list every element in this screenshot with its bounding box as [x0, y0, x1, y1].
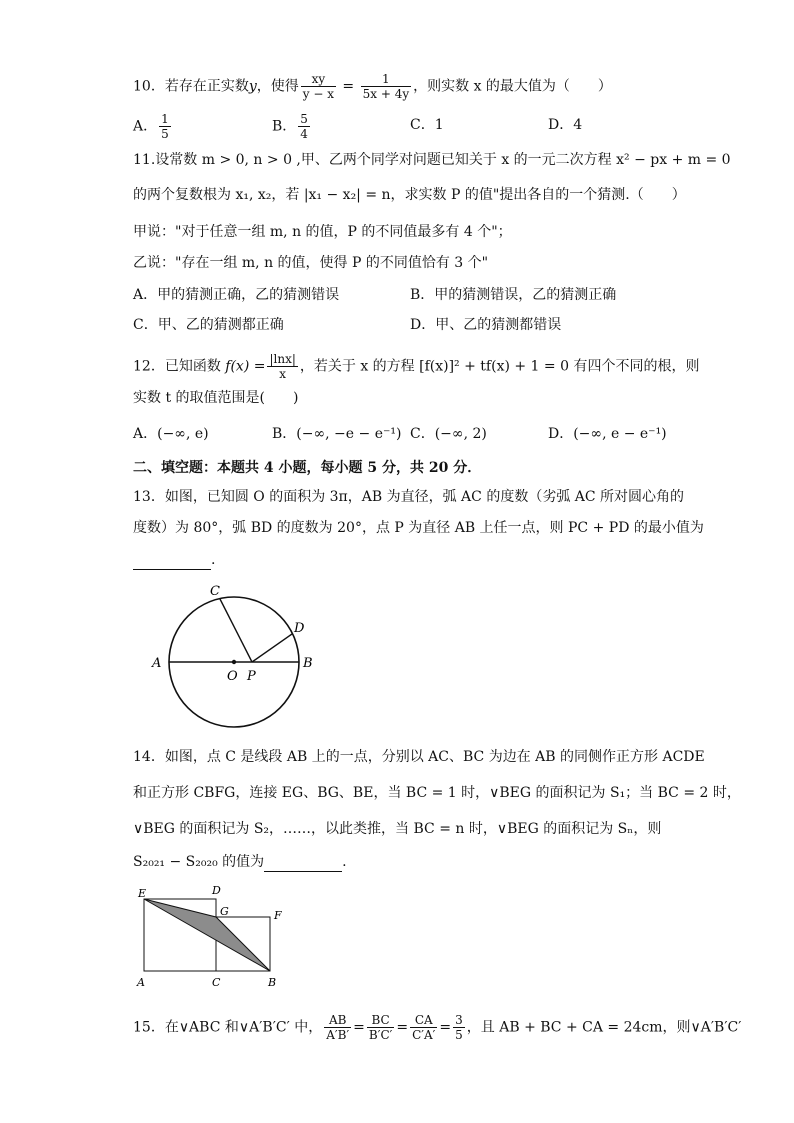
q11-option-d[interactable]: D．甲、乙的猜测都错误: [410, 317, 562, 333]
q12-line2: 实数 t 的取值范围是( ): [133, 390, 299, 406]
q10-option-d-text: 4: [573, 117, 583, 133]
q15-frac-ab-den: A′B′: [326, 1028, 350, 1042]
q15-frac-ca: [410, 1013, 437, 1042]
q13-label-c: C: [210, 584, 220, 599]
q15-frac-bc: [367, 1013, 394, 1042]
q11-option-c[interactable]: C．甲、乙的猜测都正确: [133, 317, 284, 333]
q14-line1: 14．如图，点 C 是线段 AB 上的一点，分别以 AC、BC 为边在 AB 的同侧作正方形 ACDE: [133, 749, 705, 765]
q15-frac-ratio-num: 3: [455, 1013, 463, 1027]
q10-option-a[interactable]: [133, 112, 173, 141]
q14-figure: [132, 882, 292, 990]
q12-option-c[interactable]: C．(−∞, 2): [410, 426, 487, 442]
q11-option-b[interactable]: B．甲的猜测错误，乙的猜测正确: [410, 287, 617, 303]
q13-segment-pc: [220, 599, 252, 662]
q12-suffix: ，若关于 x 的方程 [f(x)]² + tf(x) + 1 = 0 有四个不同的根，则: [299, 358, 700, 375]
q10-option-b-label: B．: [272, 118, 297, 135]
q10-frac1: [301, 72, 336, 101]
q13-label-b: B: [303, 656, 313, 671]
q12-frac: [267, 352, 297, 381]
q13-tail: .: [211, 552, 216, 568]
q10-option-d-label: D．: [548, 117, 574, 133]
q10-frac1-den: y − x: [302, 87, 334, 101]
q10-mid: ，使得: [256, 78, 299, 95]
q14-line4: [133, 852, 347, 872]
q10-option-a-frac: [159, 112, 171, 141]
q10-var-y: y: [248, 78, 257, 95]
q12-frac-num: |lnx|: [269, 352, 296, 366]
q12-option-b[interactable]: B．(−∞, −e − e⁻¹): [272, 426, 402, 442]
q15-prefix: 15．在∨ABC 和∨A′B′C′ 中，: [133, 1019, 323, 1036]
q14-label-d: D: [212, 884, 221, 897]
q15-frac-ratio-den: 5: [455, 1028, 463, 1042]
q14-answer-blank[interactable]: [264, 857, 342, 872]
q13-label-a: A: [152, 656, 162, 671]
q15-frac-ab: [324, 1013, 351, 1042]
q11-option-a[interactable]: A．甲的猜测正确，乙的猜测错误: [133, 287, 340, 303]
q14-label-e: E: [138, 887, 147, 900]
q10-option-c-label: C．: [410, 117, 435, 133]
q10-option-b-frac: [298, 112, 310, 141]
q10-frac2-den: 5x + 4y: [362, 87, 410, 101]
q11-line2: 的两个复数根为 x₁, x₂，若 |x₁ − x₂| = n，求实数 P 的值"提出各自的一个猜测.（ ）: [133, 187, 686, 203]
q12-frac-den: x: [279, 367, 287, 381]
q10-suffix: ，则实数 x 的最大值为（ ）: [413, 78, 612, 95]
q14-label-f: F: [274, 909, 282, 922]
q13-label-o: O: [227, 669, 238, 684]
q12-option-d[interactable]: D．(−∞, e − e⁻¹): [548, 426, 667, 442]
q15-stem: 15．在∨ABC 和∨A′B′C′ 中， $\frac{AB}{A'B'}$ = $\frac{BC}{B'C'}$ = $\frac{CA}{C'A'}$ = $\frac{3}{5}$ ，且 AB + BC + CA = 24cm，则∨A′B′C′: [133, 1013, 742, 1042]
q15-frac-bc-num: BC: [367, 1013, 394, 1028]
section2-heading: 二、填空题：本题共 4 小题，每小题 5 分，共 20 分．: [133, 460, 482, 476]
q10-frac1-num: xy: [301, 72, 336, 87]
q13-label-d: D: [294, 621, 305, 636]
q10-option-a-num: 1: [161, 112, 169, 126]
q15-frac-ca-den: C′A′: [412, 1028, 436, 1042]
q10-eq: =: [337, 78, 359, 95]
q10-option-d[interactable]: [548, 115, 582, 135]
q14-line2: 和正方形 CBFG，连接 EG、BG、BE，当 BC = 1 时，∨BEG 的面积记为 S₁；当 BC = 2 时，: [133, 785, 741, 801]
q14-label-g: G: [220, 905, 229, 918]
q14-label-c: C: [212, 976, 221, 989]
q14-label-b: B: [268, 976, 277, 989]
q13-segment-pd: [252, 634, 292, 662]
q13-line1: 13．如图，已知圆 O 的面积为 3π，AB 为直径，弧 AC 的度数（劣弧 AC 所对圆心角的: [133, 489, 685, 505]
q10-option-b-den: 4: [300, 127, 308, 141]
q10-frac2-num: 1: [361, 72, 412, 87]
q11-jia: 甲说："对于任意一组 m, n 的值，P 的不同值最多有 4 个"；: [133, 224, 512, 240]
q13-answer-blank[interactable]: [133, 555, 211, 570]
q10-option-b[interactable]: [272, 112, 312, 141]
q11-line1: 11.设常数 m > 0, n > 0 ,甲、乙两个同学对问题已知关于 x 的一元二次方程 x² − px + m = 0: [133, 152, 731, 168]
q14-label-a: A: [137, 976, 145, 989]
q10-stem: [133, 72, 612, 101]
q14-tail: .: [342, 854, 347, 870]
q10-option-b-num: 5: [300, 112, 308, 126]
q10-option-c-text: 1: [434, 117, 444, 133]
q10-frac2: [361, 72, 412, 101]
q14-triangle-beg: [144, 899, 270, 971]
q12-fx: f(x) =: [225, 358, 266, 375]
q15-frac-ab-num: AB: [324, 1013, 351, 1028]
q11-yi: 乙说："存在一组 m, n 的值，使得 P 的不同值恰有 3 个": [133, 255, 489, 271]
q12-prefix: 12．已知函数: [133, 358, 221, 375]
q15-frac-bc-den: B′C′: [368, 1028, 393, 1042]
q10-option-a-label: A．: [133, 118, 158, 135]
q13-center-dot: [232, 660, 236, 664]
q13-label-p: P: [247, 669, 256, 684]
q15-frac-ratio: [453, 1013, 465, 1042]
q10-option-c[interactable]: [410, 115, 444, 135]
q12-stem: [133, 352, 699, 381]
q13-answer-line: [133, 550, 215, 570]
q14-line3: ∨BEG 的面积记为 S₂，……，以此类推，当 BC = n 时，∨BEG 的面积记为 Sₙ，则: [133, 821, 662, 837]
q15-frac-ca-num: CA: [410, 1013, 437, 1028]
q13-line2: 度数）为 80°，弧 BD 的度数为 20°，点 P 为直径 AB 上任一点，则 PC + PD 的最小值为: [133, 520, 704, 536]
q15-suffix: ，且 AB + BC + CA = 24cm，则∨A′B′C′: [466, 1019, 742, 1036]
q10-prefix: 10．若存在正实数: [133, 78, 249, 95]
q14-line4-expr: S₂₀₂₁ − S₂₀₂₀ 的值为: [133, 854, 265, 870]
q10-option-a-den: 5: [161, 127, 169, 141]
q12-option-a[interactable]: A．(−∞, e): [133, 426, 209, 442]
q13-figure: [140, 578, 340, 738]
